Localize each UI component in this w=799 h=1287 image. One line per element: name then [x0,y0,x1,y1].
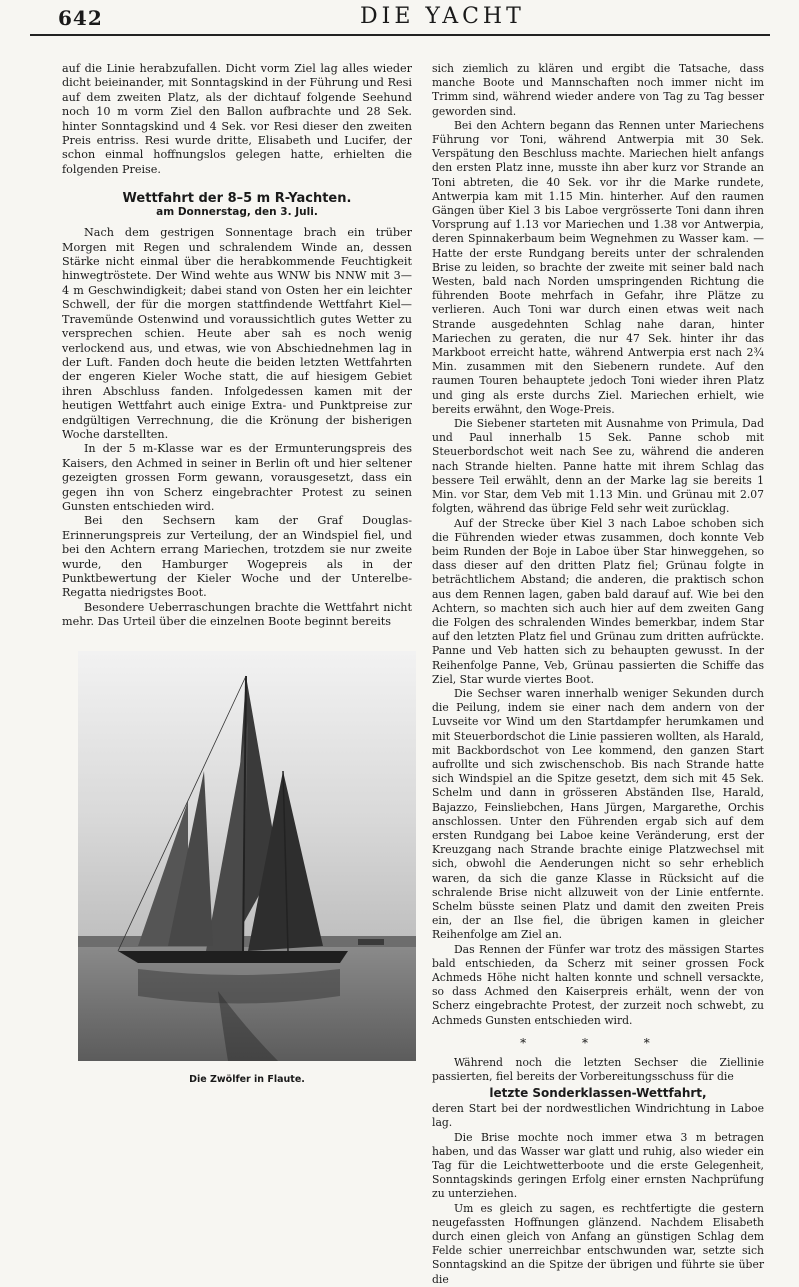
photo-caption: Die Zwölfer in Flaute. [189,1074,305,1085]
yacht-photo-image [78,651,416,1061]
right-paragraph-2: Bei den Achtern begann das Rennen unter Mariechens Führung vor Toni, während Antwerpia mit 30 Sek. Verspätung den Beschluss machte. Mariechen hielt anfangs den ersten Platz inne, musste ihn aber kurz vor Strande an Toni abtreten, die 40 Sek. vor ihr die Marke rundete, Antwerpia kam mit 1.15 Min. hinterher. Auf den raumen Gängen über Kiel 3 bis Laboe vergrösserte Toni dann ihren Vorsprung auf 1.13 vor Mariechen und 1.38 vor Antwerpia, deren Spinnakerbaum beim Wegnehmen zu Wasser kam. — Hatte der erste Rundgang bereits unter der schralenden Brise zu leiden, so brachte der zweite mit seiner bald nach Westen, bald nach Norden umspringenden Richtung die führenden Boote mehrfach in Gefahr, ihre Plätze zu verlieren. Auch Toni war durch einen etwas weit nach Strande ausgedehnten Schlag nahe daran, hinter Mariechen zu geraten, die nur 47 Sek. hinter ihr das Markboot erreicht hatte, während Antwerpia erst nach 2¾ Min. zusammen mit den Siebenern rundete. Auf den raumen Touren behauptete jedoch Toni wieder ihren Platz und ging als erste durchs Ziel. Mariechen erhielt, wie bereits erwähnt, den Woge-Preis. [432,118,764,416]
right-paragraph-6: Das Rennen der Fünfer war trotz des mässigen Startes bald entschieden, da Scherz mit seiner grossen Fock Achmeds Höhe nicht halten konnte und schnell versackte, so dass Achmed den Kaiserpreis erhält, wenn der von Scherz eingebrachte Protest, der zurzeit noch schwebt, zu Achmeds Gunsten entschieden wird. [432,942,764,1027]
section-divider: * * * [520,1035,676,1050]
running-title: DIE YACHT [360,4,525,29]
right-paragraph-3: Die Siebener starteten mit Ausnahme von Primula, Dad und Paul innerhalb 15 Sek. Panne schob mit Steuerbordschot weit nach See zu, während die anderen nach Strande hielten. Panne hatte mit ihrem Schlag das bessere Teil erwählt, denn an der Marke lag sie bereits 1 Min. vor Star, dem Veb mit 1.13 Min. und Grünau mit 2.07 folgten, während das übrige Feld sehr weit zurücklag. [432,417,764,516]
left-paragraph-5: Besondere Ueberraschungen brachte die Wettfahrt nicht mehr. Das Urteil über die einzelnen Boote beginnt bereits [62,600,412,629]
left-column [62,62,412,630]
right-paragraph-4: Auf der Strecke über Kiel 3 nach Laboe schoben sich die Führenden wieder etwas zusammen, doch konnte Veb beim Runden der Boje in Laboe über Star hinweggehen, so dass dieser auf den dritten Platz fiel; Grünau folgte in beträchtlichem Abstand; die anderen, die praktisch schon aus dem Rennen lagen, gaben bald darauf auf. Wie bei den Achtern, so machten sich auch hier auf dem zweiten Gang die Folgen des schralenden Windes bemerkbar, indem Star auf den letzten Platz fiel und Grünau zum dritten aufrückte. Panne und Veb hatten sich zu behaupten gewusst. In der Reihenfolge Panne, Veb, Grünau passierten die Schiffe das Ziel, Star wurde viertes Boot. [432,516,764,686]
right-paragraph-9: Die Brise mochte noch immer etwa 3 m betragen haben, und das Wasser war glatt und ruhig, also wieder ein Tag für die Leichtwetterboote und die erste Gelegenheit, Sonntagskinds geringen Erfolg einer ernsten Nachprüfung zu unterziehen. [432,1130,764,1201]
right-paragraph-8: deren Start bei der nordwestlichen Windrichtung in Laboe lag. [432,1102,764,1130]
left-paragraph-3: In der 5 m-Klasse war es der Ermunterungspreis des Kaisers, den Achmed in seiner in Berlin oft und hier seltener gezeigten grossen Form gewann, vorausgesetzt, dass ein gegen ihn von Scherz eingebrachter Protest zu seinen Gunsten entschieden wird. [62,442,412,513]
article-subheading: am Donnerstag, den 3. Juli. [156,206,318,219]
right-paragraph-1: sich ziemlich zu klären und ergibt die Tatsache, dass manche Boote und Mannschaften noch immer nicht im Trimm sind, während wieder andere von Tag zu Tag besser geworden sind. [432,62,764,118]
right-column [432,62,764,1287]
left-paragraph-4: Bei den Sechsern kam der Graf Douglas-Erinnerungspreis zur Verteilung, der an Windspiel fiel, und bei den Achtern errang Mariechen, trotzdem sie nur zweite wurde, den Hamburger Wogepreis als in der Punktbewertung der Kieler Woche und der Unterelbe-Regatta niedrigstes Boot. [62,514,412,600]
left-paragraph-1: auf die Linie herabzufallen. Dicht vorm Ziel lag alles wieder dicht beieinander, mit Sonntagskind in der Führung und Resi auf dem zweiten Platz, als der dichtauf folgende Seehund noch 10 m vorm Ziel den Ballon aufbrachte und 28 Sek. hinter Sonntagskind und 4 Sek. vor Resi dieser den zweiten Preis entriss. Resi wurde dritte, Elisabeth und Lucifer, der schon einmal hoffnungslos gelegen hatte, erhielten die folgenden Preise. [62,62,412,176]
page-header [30,0,770,36]
right-paragraph-5: Die Sechser waren innerhalb weniger Sekunden durch die Peilung, indem sie einer nach dem andern von der Luvseite vor Wind um den Startdampfer herumkamen und mit Steuerbordschot die Linie passieren wollten, als Harald, mit Backbordschot von Lee kommend, den ganzen Start aufrollte und sich zwischenschob. Bis nach Strande hatte sich Windspiel an die Spitze gesetzt, dem sich mit 45 Sek. Schelm und dann in grösseren Abständen Ilse, Harald, Bajazzo, Feinsliebchen, Hans Jürgen, Margarethe, Orchis anschlossen. Unter den Führenden ergab sich auf dem ersten Rundgang bei Laboe keine Veränderung, erst der Kreuzgang nach Strande brachte einige Platzwechsel mit sich, obwohl die Aenderungen nicht so sehr erheblich waren, da sich die ganze Klasse in Rücksicht auf die schralende Brise nicht allzuweit von der Linie entfernte. Schelm büsste seinen Platz und damit den zweiten Preis ein, der an Ilse fiel, die übrigen kamen in gleicher Reihenfolge am Ziel an. [432,686,764,942]
sailing-yacht-photo [78,651,416,1061]
left-paragraph-2: Nach dem gestrigen Sonnentage brach ein trüber Morgen mit Regen und schralendem Winde an, dessen Stärke nicht einmal über die herabkommende Feuchtigkeit hinwegtröstete. Der Wind wehte aus WNW bis NNW mit 3—4 m Geschwindigkeit; dabei stand von Osten her ein leichter Schwell, der für die morgen stattfindende Wettfahrt Kiel—Travemünde Ostenwind und voraussichtlich gutes Wetter zu versprechen schien. Heute aber sah es noch wenig verlockend aus, und etwas, wie von Abschiednehmen lag in der Luft. Fanden doch heute die beiden letzten Wettfahrten der engeren Kieler Woche statt, die auf hiesigem Gebiet ihren Abschluss fanden. Infolgedessen kamen mit der heutigen Wettfahrt auch einige Extra- und Punktpreise zur endgültigen Verrechnung, die die Krönung der bisherigen Woche darstellten. [62,226,412,441]
right-paragraph-7: Während noch die letzten Sechser die Ziellinie passierten, fiel bereits der Vorbereitungsschuss für die [432,1055,764,1084]
section-title: letzte Sonderklassen-Wettfahrt, [489,1086,707,1101]
article-heading: Wettfahrt der 8–5 m R-Yachten. [122,191,352,207]
right-paragraph-10: Um es gleich zu sagen, es rechtfertigte die gestern neugefassten Hoffnungen glänzend. Nachdem Elisabeth durch einen gleich von Anfang an günstigen Schlag dem Felde schier unerreichbar entschwunden war, setzte sich Sonntagskind an die Spitze der übrigen und führte sie über die [432,1201,764,1286]
page-number: 642 [58,6,103,30]
